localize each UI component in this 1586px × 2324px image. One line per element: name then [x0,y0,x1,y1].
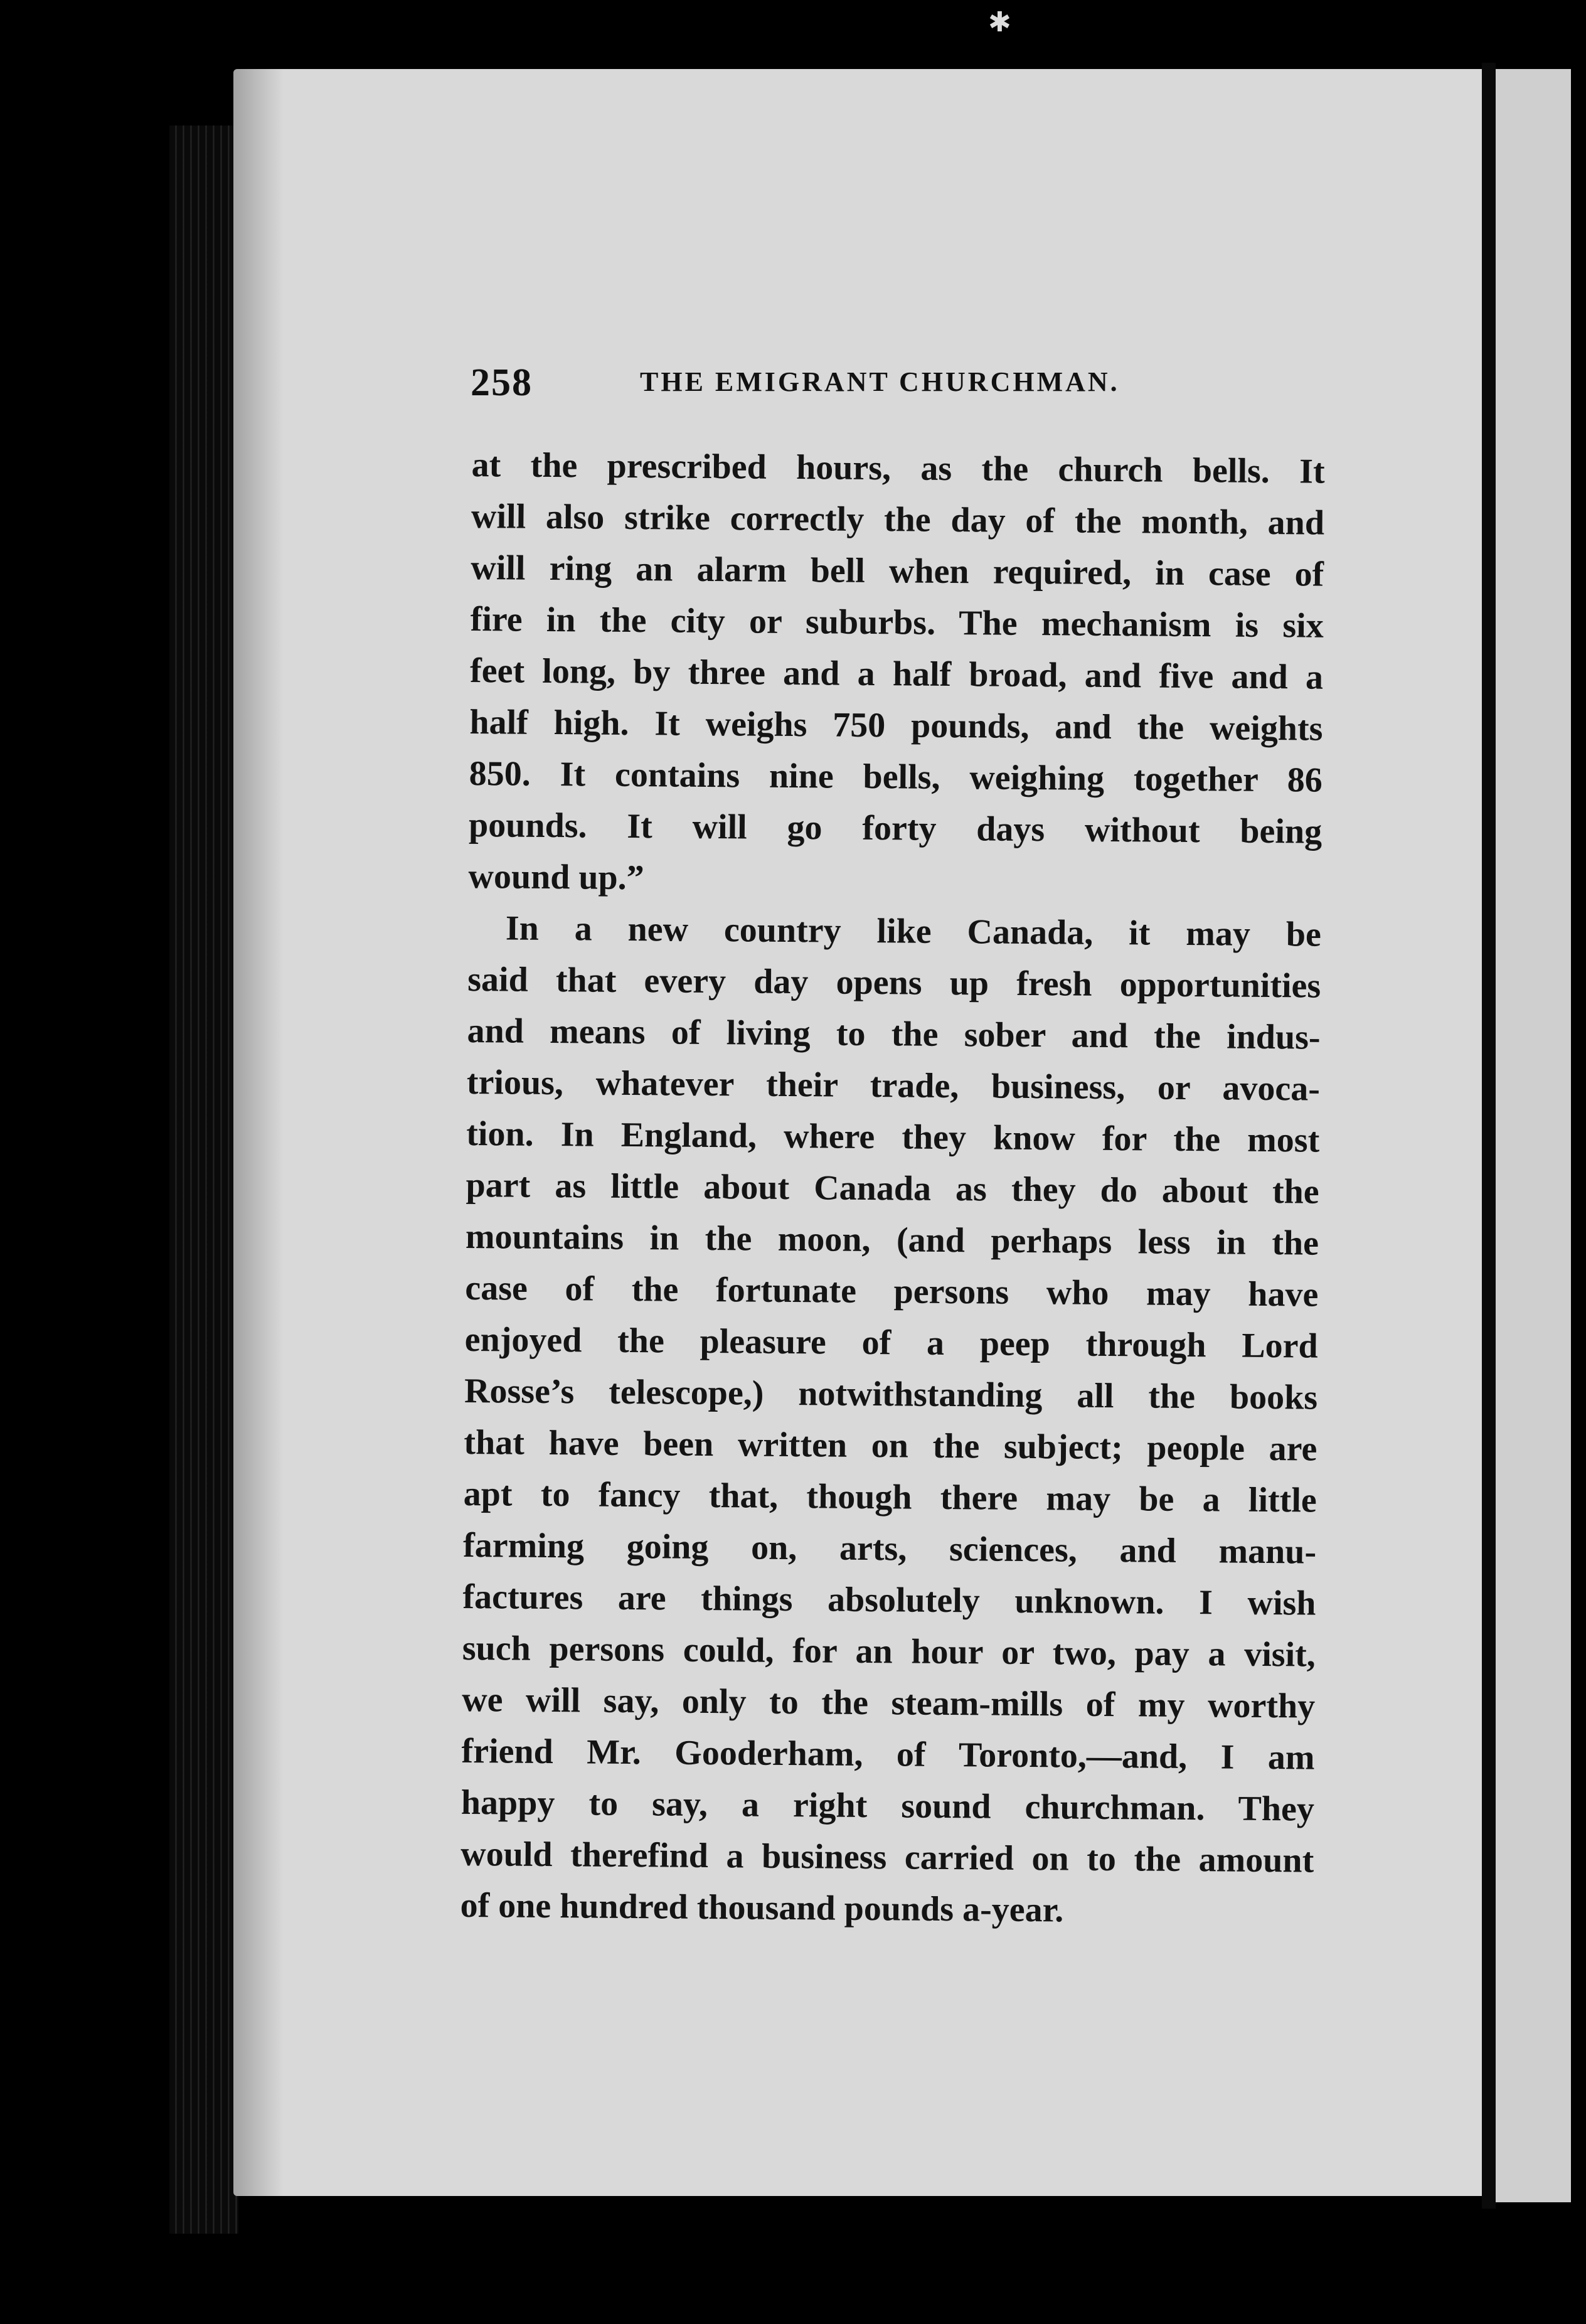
text-line: farming going on, arts, sciences, and manu- [462,1525,1317,1572]
text-line: we will say, only to the steam-mills of my worthy [461,1680,1316,1726]
text-line: fire in the city or suburbs. The mechanism is six [470,599,1324,646]
text-line: would therefind a business carried on to the amount [460,1834,1314,1880]
text-line: factures are things absolutely unknown. I wish [462,1577,1316,1623]
text-line: trious, whatever their trade, business, or avoca- [466,1062,1321,1109]
text-line: case of the fortunate persons who may have [465,1268,1319,1314]
page-number: 258 [471,361,533,404]
text-line: Rosse’s telescope,) notwithstanding all the books [464,1371,1318,1417]
text-line: 850. It contains nine bells, weighing together 86 [469,754,1323,800]
text-line: of one hundred thousand pounds a-year. [460,1885,1064,1930]
text-line: feet long, by three and a half broad, and five and a [469,651,1324,697]
page-edge-stack [169,125,238,2234]
text-line: and means of living to the sober and the indus- [467,1011,1321,1057]
text-line: In a new country like Canada, it may be [505,909,1322,954]
text-line: half high. It weighs 750 pounds, and the weights [469,702,1323,749]
body-text [460,439,1325,1938]
text-line: said that every day opens up fresh opportunities [467,959,1321,1006]
binding-gutter [1482,63,1496,2209]
text-line: friend Mr. Gooderham, of Toronto,—and, I am [461,1731,1315,1778]
text-line: will ring an alarm bell when required, in case of [471,548,1324,594]
text-line: pounds. It will go forty days without being [468,805,1323,851]
text-line: enjoyed the pleasure of a peep through Lord [464,1319,1318,1366]
running-header [471,361,1336,411]
text-line: apt to fancy that, though there may be a little [463,1474,1317,1520]
text-line: tion. In England, where they know for the most [466,1114,1320,1160]
text-line: will also strike correctly the day of the month, and [471,496,1325,543]
paragraph [468,439,1325,909]
scan-artifact-mark: ✱ [988,6,1011,38]
text-line: happy to say, a right sound churchman. They [460,1783,1315,1829]
text-line: part as little about Canada as they do about the [466,1165,1319,1212]
text-line: at the prescribed hours, as the church bells. It [471,445,1325,491]
text-line: mountains in the moon, (and perhaps less in the [465,1217,1319,1263]
text-line: wound up.” [468,856,644,898]
facing-page-edge [1496,69,1571,2202]
text-line: that have been written on the subject; people are [464,1422,1317,1469]
paragraph [460,902,1321,1938]
running-title: THE EMIGRANT CHURCHMAN. [640,366,1120,397]
text-line: such persons could, for an hour or two, pay a visit, [462,1628,1316,1675]
